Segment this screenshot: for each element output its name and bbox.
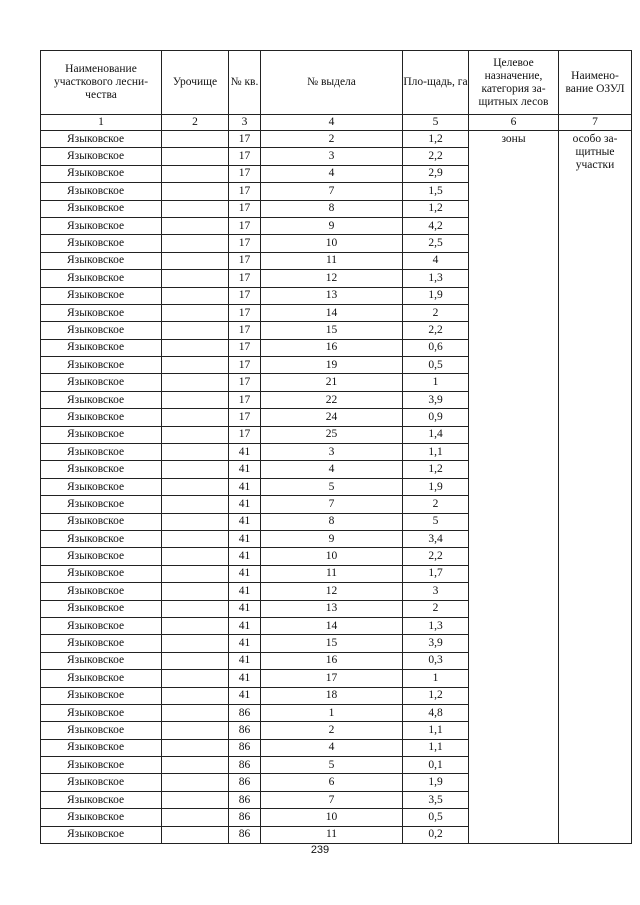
cell-allotment: 16 bbox=[261, 339, 403, 356]
cell-tract bbox=[162, 565, 229, 582]
cell-tract bbox=[162, 826, 229, 843]
cell-allotment: 11 bbox=[261, 565, 403, 582]
cell-allotment: 4 bbox=[261, 739, 403, 756]
cell-allotment: 12 bbox=[261, 270, 403, 287]
cell-quarter: 41 bbox=[229, 478, 261, 495]
cell-area: 1,5 bbox=[403, 183, 469, 200]
cell-forestry-name: Языковское bbox=[41, 339, 162, 356]
cell-quarter: 41 bbox=[229, 461, 261, 478]
cell-allotment: 21 bbox=[261, 374, 403, 391]
cell-allotment: 19 bbox=[261, 357, 403, 374]
cell-forestry-name: Языковское bbox=[41, 322, 162, 339]
cell-quarter: 86 bbox=[229, 757, 261, 774]
cell-forestry-name: Языковское bbox=[41, 704, 162, 721]
cell-tract bbox=[162, 200, 229, 217]
cell-allotment: 8 bbox=[261, 513, 403, 530]
cell-tract bbox=[162, 809, 229, 826]
cell-quarter: 41 bbox=[229, 565, 261, 582]
cell-tract bbox=[162, 287, 229, 304]
cell-allotment: 15 bbox=[261, 322, 403, 339]
cell-tract bbox=[162, 513, 229, 530]
cell-tract bbox=[162, 583, 229, 600]
cell-quarter: 17 bbox=[229, 200, 261, 217]
cell-tract bbox=[162, 339, 229, 356]
cell-quarter: 17 bbox=[229, 426, 261, 443]
cell-forestry-name: Языковское bbox=[41, 148, 162, 165]
cell-tract bbox=[162, 757, 229, 774]
cell-quarter: 17 bbox=[229, 409, 261, 426]
cell-area: 0,9 bbox=[403, 409, 469, 426]
cell-area: 2,2 bbox=[403, 148, 469, 165]
cell-allotment: 24 bbox=[261, 409, 403, 426]
cell-allotment: 11 bbox=[261, 252, 403, 269]
cell-forestry-name: Языковское bbox=[41, 600, 162, 617]
cell-allotment: 8 bbox=[261, 200, 403, 217]
cell-allotment: 6 bbox=[261, 774, 403, 791]
column-number: 3 bbox=[229, 115, 261, 131]
cell-allotment: 2 bbox=[261, 722, 403, 739]
cell-tract bbox=[162, 548, 229, 565]
cell-tract bbox=[162, 600, 229, 617]
cell-forestry-name: Языковское bbox=[41, 374, 162, 391]
cell-allotment: 5 bbox=[261, 757, 403, 774]
cell-allotment: 7 bbox=[261, 791, 403, 808]
cell-quarter: 17 bbox=[229, 217, 261, 234]
cell-allotment: 13 bbox=[261, 600, 403, 617]
cell-area: 1,9 bbox=[403, 478, 469, 495]
cell-area: 1,9 bbox=[403, 287, 469, 304]
cell-tract bbox=[162, 774, 229, 791]
cell-area: 3,5 bbox=[403, 791, 469, 808]
cell-quarter: 86 bbox=[229, 791, 261, 808]
cell-quarter: 17 bbox=[229, 148, 261, 165]
column-number: 4 bbox=[261, 115, 403, 131]
cell-forestry-name: Языковское bbox=[41, 548, 162, 565]
cell-area: 4,2 bbox=[403, 217, 469, 234]
cell-forestry-name: Языковское bbox=[41, 635, 162, 652]
cell-quarter: 41 bbox=[229, 513, 261, 530]
cell-allotment: 2 bbox=[261, 131, 403, 148]
cell-area: 1,1 bbox=[403, 739, 469, 756]
cell-quarter: 41 bbox=[229, 530, 261, 547]
cell-forestry-name: Языковское bbox=[41, 200, 162, 217]
cell-allotment: 4 bbox=[261, 165, 403, 182]
cell-tract bbox=[162, 165, 229, 182]
cell-quarter: 86 bbox=[229, 774, 261, 791]
column-number: 7 bbox=[559, 115, 632, 131]
cell-ozul-name: особо за-щитные участки bbox=[559, 131, 632, 844]
cell-area: 2,2 bbox=[403, 322, 469, 339]
cell-area: 1,1 bbox=[403, 444, 469, 461]
cell-allotment: 22 bbox=[261, 391, 403, 408]
cell-allotment: 9 bbox=[261, 217, 403, 234]
header-forestry-name: Наименование участкового лесни-чества bbox=[41, 51, 162, 115]
cell-area: 2 bbox=[403, 304, 469, 321]
cell-area: 1 bbox=[403, 374, 469, 391]
cell-quarter: 86 bbox=[229, 739, 261, 756]
cell-forestry-name: Языковское bbox=[41, 583, 162, 600]
cell-allotment: 14 bbox=[261, 617, 403, 634]
cell-quarter: 17 bbox=[229, 339, 261, 356]
column-number: 6 bbox=[469, 115, 559, 131]
cell-quarter: 41 bbox=[229, 652, 261, 669]
cell-allotment: 16 bbox=[261, 652, 403, 669]
column-number: 2 bbox=[162, 115, 229, 131]
cell-forestry-name: Языковское bbox=[41, 565, 162, 582]
cell-tract bbox=[162, 687, 229, 704]
forest-plots-table bbox=[40, 50, 632, 844]
cell-quarter: 86 bbox=[229, 704, 261, 721]
cell-tract bbox=[162, 322, 229, 339]
cell-area: 3,9 bbox=[403, 391, 469, 408]
cell-tract bbox=[162, 444, 229, 461]
cell-tract bbox=[162, 304, 229, 321]
cell-tract bbox=[162, 252, 229, 269]
cell-quarter: 17 bbox=[229, 165, 261, 182]
column-number-row bbox=[41, 115, 632, 131]
cell-quarter: 17 bbox=[229, 304, 261, 321]
cell-area: 1 bbox=[403, 670, 469, 687]
cell-quarter: 41 bbox=[229, 496, 261, 513]
cell-allotment: 11 bbox=[261, 826, 403, 843]
cell-forestry-name: Языковское bbox=[41, 217, 162, 234]
cell-tract bbox=[162, 670, 229, 687]
column-number: 5 bbox=[403, 115, 469, 131]
cell-allotment: 3 bbox=[261, 148, 403, 165]
cell-area: 2,2 bbox=[403, 548, 469, 565]
cell-tract bbox=[162, 391, 229, 408]
cell-forestry-name: Языковское bbox=[41, 287, 162, 304]
cell-forestry-name: Языковское bbox=[41, 809, 162, 826]
cell-area: 5 bbox=[403, 513, 469, 530]
cell-quarter: 41 bbox=[229, 635, 261, 652]
cell-allotment: 3 bbox=[261, 444, 403, 461]
cell-tract bbox=[162, 374, 229, 391]
cell-area: 0,5 bbox=[403, 809, 469, 826]
cell-tract bbox=[162, 652, 229, 669]
cell-tract bbox=[162, 530, 229, 547]
cell-tract bbox=[162, 357, 229, 374]
cell-quarter: 17 bbox=[229, 287, 261, 304]
cell-area: 3,4 bbox=[403, 530, 469, 547]
cell-area: 3 bbox=[403, 583, 469, 600]
cell-area: 0,6 bbox=[403, 339, 469, 356]
cell-tract bbox=[162, 722, 229, 739]
cell-quarter: 17 bbox=[229, 391, 261, 408]
page-number: 239 bbox=[310, 844, 330, 856]
cell-forestry-name: Языковское bbox=[41, 739, 162, 756]
cell-forestry-name: Языковское bbox=[41, 461, 162, 478]
cell-quarter: 41 bbox=[229, 583, 261, 600]
cell-tract bbox=[162, 183, 229, 200]
cell-area: 1,2 bbox=[403, 461, 469, 478]
cell-quarter: 86 bbox=[229, 809, 261, 826]
cell-tract bbox=[162, 131, 229, 148]
header-area: Пло-щадь, га bbox=[403, 51, 469, 115]
cell-tract bbox=[162, 270, 229, 287]
cell-area: 4,8 bbox=[403, 704, 469, 721]
cell-forestry-name: Языковское bbox=[41, 183, 162, 200]
cell-quarter: 86 bbox=[229, 826, 261, 843]
cell-allotment: 1 bbox=[261, 704, 403, 721]
cell-area: 2 bbox=[403, 496, 469, 513]
cell-forestry-name: Языковское bbox=[41, 670, 162, 687]
cell-forestry-name: Языковское bbox=[41, 304, 162, 321]
cell-area: 1,2 bbox=[403, 687, 469, 704]
cell-forestry-name: Языковское bbox=[41, 165, 162, 182]
cell-tract bbox=[162, 496, 229, 513]
cell-area: 1,3 bbox=[403, 270, 469, 287]
cell-forestry-name: Языковское bbox=[41, 530, 162, 547]
cell-forestry-name: Языковское bbox=[41, 391, 162, 408]
cell-area: 4 bbox=[403, 252, 469, 269]
cell-quarter: 17 bbox=[229, 270, 261, 287]
cell-forestry-name: Языковское bbox=[41, 774, 162, 791]
cell-forestry-name: Языковское bbox=[41, 131, 162, 148]
cell-forestry-name: Языковское bbox=[41, 478, 162, 495]
cell-quarter: 17 bbox=[229, 252, 261, 269]
cell-area: 1,7 bbox=[403, 565, 469, 582]
cell-quarter: 41 bbox=[229, 444, 261, 461]
cell-forestry-name: Языковское bbox=[41, 252, 162, 269]
table-body bbox=[41, 131, 632, 844]
cell-quarter: 86 bbox=[229, 722, 261, 739]
cell-forestry-name: Языковское bbox=[41, 513, 162, 530]
cell-tract bbox=[162, 409, 229, 426]
cell-area: 2,9 bbox=[403, 165, 469, 182]
cell-allotment: 17 bbox=[261, 670, 403, 687]
cell-forestry-name: Языковское bbox=[41, 235, 162, 252]
cell-quarter: 41 bbox=[229, 617, 261, 634]
cell-forestry-name: Языковское bbox=[41, 652, 162, 669]
cell-area: 0,5 bbox=[403, 357, 469, 374]
cell-quarter: 41 bbox=[229, 687, 261, 704]
cell-area: 0,2 bbox=[403, 826, 469, 843]
cell-area: 3,9 bbox=[403, 635, 469, 652]
cell-allotment: 10 bbox=[261, 809, 403, 826]
cell-tract bbox=[162, 704, 229, 721]
cell-area: 2 bbox=[403, 600, 469, 617]
cell-quarter: 41 bbox=[229, 670, 261, 687]
cell-area: 1,4 bbox=[403, 426, 469, 443]
cell-tract bbox=[162, 791, 229, 808]
cell-allotment: 5 bbox=[261, 478, 403, 495]
cell-area: 1,2 bbox=[403, 131, 469, 148]
header-tract: Урочище bbox=[162, 51, 229, 115]
cell-forestry-name: Языковское bbox=[41, 409, 162, 426]
table-row bbox=[41, 131, 632, 148]
header-allotment-number: № выдела bbox=[261, 51, 403, 115]
cell-allotment: 13 bbox=[261, 287, 403, 304]
cell-forestry-name: Языковское bbox=[41, 270, 162, 287]
cell-quarter: 17 bbox=[229, 357, 261, 374]
cell-allotment: 4 bbox=[261, 461, 403, 478]
cell-quarter: 41 bbox=[229, 548, 261, 565]
header-ozul-name: Наимено-вание ОЗУЛ bbox=[559, 51, 632, 115]
cell-area: 0,3 bbox=[403, 652, 469, 669]
cell-forestry-name: Языковское bbox=[41, 496, 162, 513]
cell-quarter: 17 bbox=[229, 235, 261, 252]
cell-allotment: 9 bbox=[261, 530, 403, 547]
cell-forestry-name: Языковское bbox=[41, 617, 162, 634]
document-page bbox=[40, 50, 625, 844]
cell-allotment: 18 bbox=[261, 687, 403, 704]
cell-allotment: 12 bbox=[261, 583, 403, 600]
cell-allotment: 25 bbox=[261, 426, 403, 443]
cell-allotment: 7 bbox=[261, 496, 403, 513]
cell-allotment: 14 bbox=[261, 304, 403, 321]
table-header-row bbox=[41, 51, 632, 115]
cell-area: 1,3 bbox=[403, 617, 469, 634]
cell-area: 1,1 bbox=[403, 722, 469, 739]
cell-forestry-name: Языковское bbox=[41, 444, 162, 461]
header-quarter-number: № кв. bbox=[229, 51, 261, 115]
cell-allotment: 10 bbox=[261, 235, 403, 252]
cell-tract bbox=[162, 148, 229, 165]
cell-forestry-name: Языковское bbox=[41, 357, 162, 374]
cell-allotment: 10 bbox=[261, 548, 403, 565]
cell-tract bbox=[162, 217, 229, 234]
cell-area: 0,1 bbox=[403, 757, 469, 774]
header-purpose: Целевое назначение, категория за-щитных лесов bbox=[469, 51, 559, 115]
cell-tract bbox=[162, 426, 229, 443]
cell-quarter: 17 bbox=[229, 322, 261, 339]
cell-forestry-name: Языковское bbox=[41, 426, 162, 443]
cell-quarter: 17 bbox=[229, 183, 261, 200]
cell-tract bbox=[162, 478, 229, 495]
cell-tract bbox=[162, 635, 229, 652]
cell-quarter: 41 bbox=[229, 600, 261, 617]
cell-area: 1,9 bbox=[403, 774, 469, 791]
cell-tract bbox=[162, 739, 229, 756]
column-number: 1 bbox=[41, 115, 162, 131]
cell-allotment: 7 bbox=[261, 183, 403, 200]
cell-tract bbox=[162, 461, 229, 478]
cell-tract bbox=[162, 617, 229, 634]
cell-forestry-name: Языковское bbox=[41, 757, 162, 774]
cell-quarter: 17 bbox=[229, 374, 261, 391]
cell-area: 1,2 bbox=[403, 200, 469, 217]
cell-allotment: 15 bbox=[261, 635, 403, 652]
cell-quarter: 17 bbox=[229, 131, 261, 148]
cell-purpose: зоны bbox=[469, 131, 559, 844]
cell-tract bbox=[162, 235, 229, 252]
cell-forestry-name: Языковское bbox=[41, 687, 162, 704]
cell-forestry-name: Языковское bbox=[41, 722, 162, 739]
cell-area: 2,5 bbox=[403, 235, 469, 252]
cell-forestry-name: Языковское bbox=[41, 826, 162, 843]
cell-forestry-name: Языковское bbox=[41, 791, 162, 808]
